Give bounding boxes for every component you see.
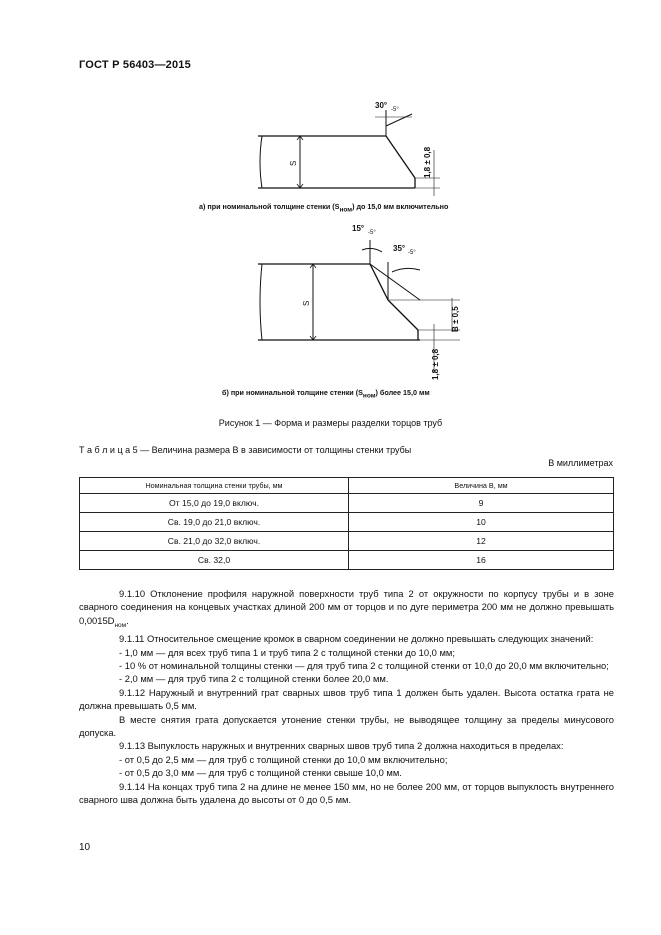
- table-5: [79, 477, 614, 570]
- table-cell: От 15,0 до 19,0 включ.: [80, 494, 349, 513]
- paragraph-9-1-11: 9.1.11 Относительное смещение кромок в сварном соединении не должно превышать следующих значений:: [119, 633, 594, 645]
- table-cell: 12: [349, 532, 614, 551]
- list-item: - от 0,5 до 2,5 мм — для труб с толщиной стенки до 10,0 мм включительно;: [119, 753, 448, 765]
- figure-title: Рисунок 1 — Форма и размеры разделки торцов труб: [218, 418, 443, 428]
- list-item: - от 0,5 до 3,0 мм — для труб с толщиной стенки свыше 10,0 мм.: [119, 767, 402, 779]
- fig-a-angle: 30°: [375, 101, 388, 110]
- fig-a-caption: а) при номинальной толщине стенки $(S_{ном})$ до 15,0 мм включительно: [199, 202, 449, 214]
- figure-b-drawing: [258, 240, 460, 372]
- table-row: [80, 494, 614, 513]
- table-cell: Св. 21,0 до 32,0 включ.: [80, 532, 349, 551]
- page-number: 10: [79, 842, 91, 853]
- body-text: [79, 587, 614, 806]
- document-header: ГОСТ Р 56403—2015: [79, 59, 191, 71]
- fig-b-caption: б) при номинальной толщине стенки $(S_{ном})$ более 15,0 мм: [222, 388, 430, 400]
- table-cell: Св. 19,0 до 21,0 включ.: [80, 513, 349, 532]
- table-header-thickness: Номинальная толщина стенки трубы, мм: [80, 478, 349, 494]
- table-cell: Св. 32,0: [80, 551, 349, 570]
- fig-b-angle2: 35°: [393, 244, 406, 253]
- figure-a-drawing: [258, 110, 440, 196]
- fig-b-angle2-tol: -5°: [408, 250, 416, 256]
- paragraph-9-1-13: 9.1.13 Выпуклость наружных и внутренних сварных швов труб типа 2 должна находиться в пределах:: [119, 740, 564, 752]
- fig-a-s-label: S: [289, 160, 298, 166]
- fig-b-angle1: 15°: [352, 224, 365, 233]
- list-item: - 2,0 мм — для труб типа 2 с толщиной стенки более 20,0 мм.: [119, 673, 389, 685]
- list-item: - 10 % от номинальной толщины стенки — для труб типа 2 с толщиной стенки от 10,0 до 20,0 мм включительно;: [119, 659, 609, 671]
- fig-a-dim: 1,8 ± 0,8: [423, 146, 432, 178]
- table-units: В миллиметрах: [548, 458, 613, 468]
- table-row: [80, 532, 614, 551]
- table-cell: 16: [349, 551, 614, 570]
- paragraph-9-1-12: 9.1.12 Наружный и внутренний грат сварных швов труб типа 1 должен быть удален. Высота остатка грата не должна превышать 0,5 мм.: [79, 686, 614, 712]
- table-cell: 10: [349, 513, 614, 532]
- paragraph: В месте снятия грата допускается утонение стенки трубы, не выводящее толщину за пределы минусового допуска.: [79, 713, 614, 738]
- fig-b-dim: 1,8 ± 0,8: [431, 348, 440, 380]
- fig-b-angle1-tol: -5°: [368, 230, 376, 236]
- paragraph-9-1-14: 9.1.14 На концах труб типа 2 на длине не менее 150 мм, но не более 200 мм, от торцов выпуклость внутреннего сварного шва должна быть удалена до высоты от 0 до 0,5 мм.: [79, 780, 614, 805]
- fig-b-s-label: S: [302, 300, 311, 306]
- table-header-b: Величина B, мм: [349, 478, 614, 494]
- fig-a-angle-tol: -5°: [391, 107, 399, 113]
- table-header-row: [80, 478, 614, 494]
- table-row: [80, 551, 614, 570]
- table-cell: 9: [349, 494, 614, 513]
- list-item: - 1,0 мм — для всех труб типа 1 и труб типа 2 с толщиной стенки до 10,0 мм;: [119, 646, 455, 658]
- table-row: [80, 513, 614, 532]
- fig-b-dim-b: B ± 0,5: [451, 306, 460, 332]
- table-caption: Т а б л и ц а 5 — Величина размера B в зависимости от толщины стенки трубы: [79, 445, 412, 455]
- paragraph-9-1-10: 9.1.10 Отклонение профиля наружной поверхности труб типа 2 от окружности по корпусу трубы и в зоне сварного соединения на концевых участках длиной 200 мм от торцов и по дуге периметра 200 мм не должно превышать $0,0015D_{ном}$.: [79, 588, 614, 629]
